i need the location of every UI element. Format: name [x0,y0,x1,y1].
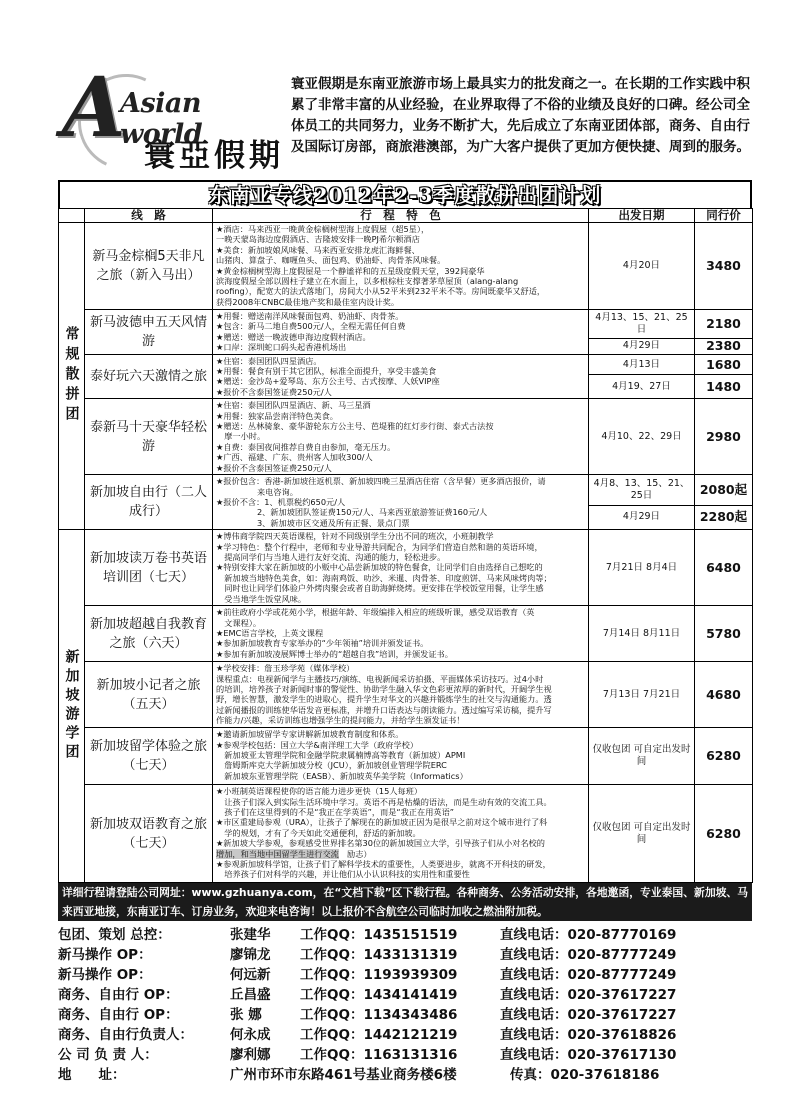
contact-name: 张建华 [230,927,271,944]
feature-line: ★用餐：餐食有别于其它团队，标准全面提升，享受丰盛美食 [216,366,437,377]
feature-line: 新加坡当地特色美食，如：海南鸡饭、叻沙、米暹、肉骨茶、印度煎饼、马来风味烤肉等； [216,572,552,583]
feature-line: 过新闻播报的训练使华语发音更标准，并增升口语表达与朗读能力。透过编写采访稿，提升写 [216,704,552,715]
table-row [59,662,753,728]
feature-line: 作能力/兴趣，采访训练也增强学生的提问能力，并给学生颁发证书！ [216,715,465,726]
price-cell: 6280 [695,728,753,785]
price-cell: 6280 [695,785,753,883]
feature-line: 受当地学生饭堂风味。 [216,593,307,604]
feature-line: 2、新加坡团队签证费150元/人、马来西亚旅游签证费160元/人 [216,507,488,518]
table-row [59,223,753,310]
tel-label: 直线电话： [500,967,568,984]
header-blank [59,209,85,223]
feature-line: ★住宿：泰国团队四星酒店、新、马三星酒 [216,400,371,411]
date-cell: 4月20日 [589,223,695,310]
contact-name: 张 娜 [230,1007,262,1024]
contact-row [58,965,752,985]
tel-label: 直线电话： [500,927,568,944]
price-cell: 4680 [695,662,753,728]
fax-number: 020-37618186 [550,1067,660,1084]
price-cell: 5780 [695,606,753,662]
feature-line: ★参观新加坡科学馆，让孩子们了解科学技术的重要性，人类要进步，就离不开科技的研发， [216,858,551,869]
date-cell: 4月13、15、21、25日 [589,310,695,339]
table-row [59,785,753,883]
feature-line: 来电咨询。 [216,486,298,497]
category-regular: 常规散拼团 [59,223,85,530]
category-study: 新加坡游学团 [59,530,85,883]
feature-line: ★报价不含：1、机票税约650元/人 [216,496,346,507]
feature-line: ★博伟商学院四天英语课程，针对不同级别学生分出不同的班次，小班制教学 [216,531,494,542]
feature-line: ★广西、福建、广东、贵州客人加收300/人 [216,452,373,463]
feature-line: ★邀请新加坡留学专家讲解新加坡教育制度和体系。 [216,729,404,740]
feature-line: 课程重点：电视新闻学与主播技巧/演练、电视新闻采访拍摄、平面媒体采访技巧。过4小时 [216,673,544,684]
itinerary-table [58,208,753,883]
features-cell [213,310,589,355]
contact-row [58,1025,752,1045]
feature-line: ★市区重建局参观（URA），让孩子了解现在的新加坡正因为是很早之前对这个城市进行了科 [216,817,548,828]
date-cell: 7月13日 7月21日 [589,662,695,728]
features-cell [213,354,589,399]
contact-role: 新马操作 OP： [58,947,152,964]
feature-line [216,849,585,859]
tel-label: 直线电话： [500,947,568,964]
contact-name: 廖锦龙 [230,947,271,964]
route-cell: 新加坡留学体验之旅（七天） [85,728,213,785]
features-cell [213,223,589,310]
price-cell: 2180 [695,310,753,339]
feature-line: ★小班制英语课程使你的语言能力进步更快（15人每班） [216,786,423,797]
address-row [58,1065,752,1085]
route-cell: 新加坡双语教育之旅（七天） [85,785,213,883]
feature-line: 同时也让同学们体验户外烤肉聚会或者自助海鲜烧烤。更安排在学校饭堂用餐，让学生感 [216,583,544,594]
price-cell: 2280起 [695,505,753,529]
contact-tel: 020-87770169 [567,927,677,944]
contact-qq: 1134343486 [363,1007,458,1024]
intro-brand: 寰亚假期 [291,76,345,92]
logo-english-name: Asian world [120,88,203,150]
contact-tel: 020-37617227 [567,1007,677,1024]
price-cell: 2380 [695,338,753,354]
logo-letter-a-icon: A [62,60,126,156]
route-cell: 泰新马十天豪华轻松游 [85,399,213,475]
feature-line: ★酒店：马来西亚一晚黄金棕榈树型海上度假屋（超5星）， [216,224,430,234]
table-row [59,728,753,785]
qq-label: 工作QQ： [300,947,364,964]
feature-line: ★EMC语言学校，上英文课程 [216,627,324,638]
table-row [59,310,753,339]
header-price: 同行价 [695,209,753,223]
feature-line: ★赠送：赠送一晚波德申海边度假村酒店。 [216,331,371,342]
feature-line: 3、新加坡市区交通及所有正餐、景点门票 [216,517,410,528]
logo-chinese-name: 寰亞假期 [144,138,284,174]
feature-line: 野，增长智慧，激发学生的进取心，提升学生对华文的兴趣并锻炼学生的社交与沟通能力。透 [216,694,552,705]
contact-row [58,985,752,1005]
contact-role: 商务、自由行 OP： [58,987,179,1004]
feature-line: 文课程）。 [216,617,262,628]
features-cell [213,475,589,530]
contact-qq: 1433131319 [363,947,458,964]
contacts-list [58,925,752,1085]
feature-line: ★学校安排：詹玉珍学苑（媒体学校） [216,663,355,674]
contact-tel: 020-87777249 [567,947,677,964]
date-cell: 仅收包团 可自定出发时间 [589,785,695,883]
table-row [59,354,753,375]
date-cell: 仅收包团 可自定出发时间 [589,728,695,785]
date-cell: 7月14日 8月11日 [589,606,695,662]
contact-tel: 020-37617130 [567,1047,677,1064]
feature-line: 詹姆斯库克大学新加坡分校（JCU），新加坡创业管理学院ERC [216,760,447,771]
route-cell: 新加坡超越自我教育之旅（六天） [85,606,213,662]
contact-row [58,925,752,945]
header-route: 线 路 [85,209,213,223]
route-cell: 新加坡读万卷书英语培训团（七天） [85,530,213,606]
contact-role: 公 司 负 责 人： [58,1047,158,1064]
header-features: 行 程 特 色 [213,209,589,223]
feature-line-tail: 励志） [338,848,372,859]
date-cell: 4月19、27日 [589,375,695,399]
company-logo [58,60,284,178]
contact-name: 何远新 [230,967,271,984]
feature-line: 山猪肉、算盘子、咖喱鱼头、面包鸡、奶油虾、肉骨茶风味餐。 [216,255,446,266]
price-cell: 2080起 [695,475,753,506]
feature-line: 一晚天蒙岛海边度假酒店、吉隆坡安排一晚PJ希尔顿酒店 [216,234,420,245]
tel-label: 直线电话： [500,1027,568,1044]
contact-row [58,1005,752,1025]
feature-line: ★报价不含泰国签证费250元/人 [216,386,332,397]
tel-label: 直线电话： [500,1047,568,1064]
qq-label: 工作QQ： [300,967,364,984]
date-cell: 4月29日 [589,338,695,354]
feature-line: 摩一小时。 [216,431,266,442]
feature-line: 滨海度假屋全部以圆柱子建立在水面上，以多根棕柱支撑著茅草屋顶（alang-alang [216,276,519,287]
contact-row [58,945,752,965]
contact-row [58,1045,752,1065]
contact-qq: 1193939309 [363,967,458,984]
address-value: 广州市环市东路461号基业商务楼6楼 [230,1067,457,1084]
fax-label: 传真： [510,1067,551,1084]
contact-role: 商务、自由行 OP： [58,1007,179,1024]
price-cell: 6480 [695,530,753,606]
address-label: 地 址： [58,1067,126,1084]
feature-line: ★报价包含：香港-新加坡往返机票、新加坡四晚三星酒店住宿（含早餐）更多酒店报价，请 [216,476,546,487]
feature-line: ★黄金棕榈树型海上度假屋是一个静谧祥和的五星级度假天堂，392间豪华 [216,265,485,276]
feature-line: ★赠送：丛林骑象、豪华游轮东方公主号、芭堤雅的红灯步行街、泰式古法按 [216,421,494,432]
price-cell: 3480 [695,223,753,310]
price-cell: 2980 [695,399,753,475]
feature-highlight: 增加，和当地中国留学生进行交流 [216,848,339,859]
route-cell: 泰好玩六天激情之旅 [85,354,213,399]
price-cell: 1680 [695,354,753,375]
date-cell: 4月10、22、29日 [589,399,695,475]
contact-qq: 1434141419 [363,987,458,1004]
date-cell: 7月21日 8月4日 [589,530,695,606]
feature-line: 新加坡东亚管理学院（EASB）、新加坡英华美学院（Informatics） [216,770,468,781]
price-cell: 1480 [695,375,753,399]
contact-name: 廖利娜 [230,1047,271,1064]
date-cell: 4月8、13、15、21、25日 [589,475,695,506]
route-cell: 新加坡小记者之旅（五天） [85,662,213,728]
feature-line: ★美食：新加坡娘风味餐、马来西亚安排龙虎汇海鲜餐、 [216,244,420,255]
header [58,62,752,180]
feature-line: ★口岸：深圳蛇口码头起香港机场出 [216,342,347,353]
route-cell: 新马金棕榈5天非凡之旅（新入马出） [85,223,213,310]
route-cell: 新加坡自由行（二人成行） [85,475,213,530]
feature-line: 新加坡亚太管理学院和金融学院隶属楠博高等教育（新加坡）APMI [216,749,466,760]
table-row [59,606,753,662]
feature-line: ★自费：泰国夜间推荐自费自由参加，毫无压力。 [216,441,396,452]
feature-line: 获得2008年CNBC最佳地产奖和最佳室内设计奖。 [216,296,400,307]
route-cell: 新马波德申五天风情游 [85,310,213,355]
feature-line: ★新加坡大学参观，参观感受世界排名第30位的新加坡国立大学，引导孩子们从小对名校的 [216,838,545,849]
feature-line: ★参加新加坡教育专家举办的“少年领袖”培训并颁发证书。 [216,638,429,649]
features-cell [213,662,589,728]
feature-line: ★包含：新马二地自费500元/人，全程无需任何自费 [216,321,406,332]
contact-qq: 1435151519 [363,927,458,944]
table-row [59,530,753,606]
contact-qq: 1442121219 [363,1027,458,1044]
tel-label: 直线电话： [500,987,568,1004]
feature-line: ★用餐：赠送南洋风味餐面包鸡、奶油虾、肉骨茶。 [216,311,404,321]
qq-label: 工作QQ： [300,1027,364,1044]
features-cell [213,399,589,475]
feature-line: ★赠送：金沙岛+爱琴岛、东方公主号、古式按摩、人妖VIP座 [216,376,440,387]
contact-name: 何永成 [230,1027,271,1044]
feature-line: ★报价不含泰国签证费250元/人 [216,462,332,473]
contact-qq: 1163131316 [363,1047,458,1064]
contact-role: 包团、策划 总控： [58,927,171,944]
table-row [59,475,753,506]
features-cell [213,606,589,662]
banner-title: 东南亚专线2012年2-3季度散拼出团计划 [58,180,752,208]
contact-role: 商务、自由行负责人： [58,1027,193,1044]
feature-line: ★前往政府小学或花苑小学，根据年龄、年级编排入相应的班级听课，感受双语教育（英 [216,607,535,618]
feature-line: ★学习特色：整个行程中，老师和专业导游共同配合，为同学们营造自然和谐的英语环境， [216,541,543,552]
qq-label: 工作QQ： [300,927,364,944]
contact-tel: 020-37617227 [567,987,677,1004]
feature-line: 让孩子们深入到实际生活环境中学习。英语不再是枯燥的语法，而是生动有效的交流工具。 [216,796,552,807]
features-cell [213,728,589,785]
feature-line: 的培训，培养孩子对新闻时事的警觉性、协助学生融入华文色彩更浓厚的新时代，开阔学生视 [216,683,552,694]
contact-name: 丘昌盛 [230,987,271,1004]
footer-notice: 详细行程请登陆公司网址：www.gzhuanya.com，在“文档下载”区下载行程。各种商务、公务活动安排，各地邀函，专业泰国、新加坡、马来西亚地接，东南亚订车、订房业务，欢迎来电咨询！以上报价不含航空公司临时加收之燃油附加税。 [58,883,752,921]
qq-label: 工作QQ： [300,1047,364,1064]
feature-line: 学的规划，才有了今天如此交通便利，舒适的新加坡。 [216,827,421,838]
feature-line: ★住宿：泰国团队四星酒店。 [216,355,322,366]
tel-label: 直线电话： [500,1007,568,1024]
qq-label: 工作QQ： [300,1007,364,1024]
contact-role: 新马操作 OP： [58,967,152,984]
qq-label: 工作QQ： [300,987,364,1004]
feature-line: 提高同学们与当地人进行友好交流、沟通的能力，轻松进步。 [216,551,446,562]
feature-line: ★参观学校包括：国立大学&南洋理工大学（政府学校） [216,739,419,750]
date-cell: 4月29日 [589,505,695,529]
features-cell [213,785,589,883]
date-cell: 4月13日 [589,354,695,375]
feature-line: 培养孩子们对科学的兴趣，并让他们从小认识科技的实用性和重要性 [216,869,470,880]
table-row [59,399,753,475]
header-date: 出发日期 [589,209,695,223]
contact-tel: 020-87777249 [567,967,677,984]
feature-line: roofing），配宽大的法式落地门，房间大小从52平米到232平米不等。房间既豪华又舒适， [216,286,546,297]
feature-line: ★用餐：独家品尝南洋特色美食。 [216,410,338,421]
features-cell [213,530,589,606]
table-header-row [59,209,753,223]
feature-line: 孩子们在这里得到的不是“我正在学英语”，而是“我正在用英语” [216,806,455,817]
contact-tel: 020-37618826 [567,1027,677,1044]
feature-line: ★特别安排大家在新加坡的小贩中心品尝新加坡的特色餐食，让同学们自由选择自己想吃的 [216,562,543,573]
intro-text: 是东南亚旅游市场上最具实力的批发商之一。在长期的工作实践中积累了非常丰富的从业经验，在业界取得了不俗的业绩及良好的口碑。经公司全体员工的共同努力，业务不断扩大，先后成立了东南亚团体部，商务、自由行及国际订房部，商旅港澳部，为广大客户提供了更加方便快捷、周到的服务。 [291,76,750,155]
company-intro [291,74,752,158]
feature-line: ★参加有新加坡凌展辉博士举办的“超越自我”培训，并颁发证书。 [216,648,453,659]
brochure-page [58,62,752,1085]
